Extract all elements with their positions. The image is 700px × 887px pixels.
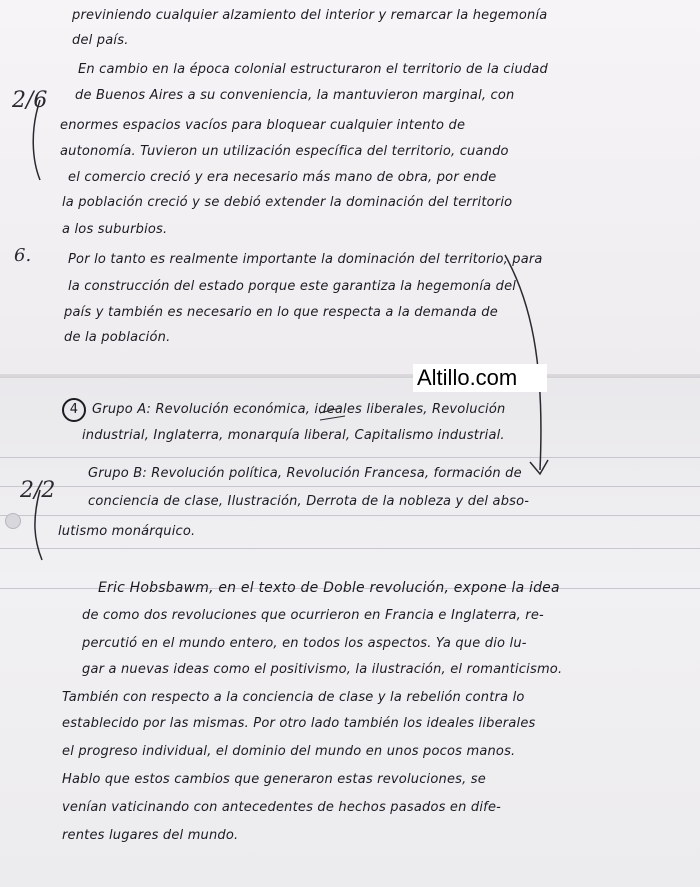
text-line: de la población.: [64, 330, 171, 345]
group-a-text: Grupo A: Revolución económica, ideales liberales, Revolución: [92, 402, 506, 417]
text-line: conciencia de clase, Ilustración, Derrota de la nobleza y del abso-: [88, 494, 530, 509]
text-line: la población creció y se debió extender la dominación del territorio: [62, 195, 513, 210]
text-line: el comercio creció y era necesario más mano de obra, por ende: [68, 170, 497, 185]
text-line: Grupo B: Revolución política, Revolución Francesa, formación de: [88, 466, 522, 481]
underline-mark: [320, 408, 345, 420]
text-line: a los suburbios.: [62, 222, 168, 237]
text-line: del país.: [72, 33, 129, 48]
watermark-label: Altillo.com: [413, 364, 547, 392]
text-line: rentes lugares del mundo.: [62, 828, 239, 843]
text-line: autonomía. Tuvieron un utilización específica del territorio, cuando: [60, 144, 509, 159]
arrow-head: [530, 460, 548, 474]
text-line: el progreso individual, el dominio del mundo en unos pocos manos.: [62, 744, 516, 759]
text-line: de Buenos Aires a su conveniencia, la mantuvieron marginal, con: [75, 88, 515, 103]
grade-mark-top: 2/6: [12, 88, 48, 113]
item-number-6: 6.: [14, 245, 32, 266]
margin-bracket: [35, 490, 42, 560]
text-line: de como dos revoluciones que ocurrieron en Francia e Inglaterra, re-: [82, 608, 544, 623]
text-line: Eric Hobsbawm, en el texto de Doble revolución, expone la idea: [98, 580, 560, 596]
margin-bracket: [33, 100, 40, 180]
text-line: En cambio en la época colonial estructuraron el territorio de la ciudad: [78, 62, 548, 77]
text-line: la construcción del estado porque este garantiza la hegemonía del: [68, 279, 517, 294]
text-line: lutismo monárquico.: [58, 524, 196, 539]
text-line: Por lo tanto es realmente importante la dominación del territorio, para: [68, 252, 543, 267]
text-line: previniendo cualquier alzamiento del interior y remarcar la hegemonía: [72, 8, 548, 23]
correction-arrow: [505, 255, 541, 470]
text-line: gar a nuevas ideas como el positivismo, la ilustración, el romanticismo.: [82, 662, 563, 677]
group-number-circle: 4: [62, 398, 86, 422]
grade-mark-mid: 2/2: [20, 478, 56, 503]
text-line: venían vaticinando con antecedentes de hechos pasados en dife-: [62, 800, 502, 815]
text-line: enormes espacios vacíos para bloquear cualquier intento de: [60, 118, 466, 133]
text-line: país y también es necesario en lo que respecta a la demanda de: [64, 305, 498, 320]
text-line: También con respecto a la conciencia de clase y la rebelión contra lo: [62, 690, 525, 705]
text-line: establecido por las mismas. Por otro lado también los ideales liberales: [62, 716, 536, 731]
text-line: industrial, Inglaterra, monarquía liberal, Capitalismo industrial.: [82, 428, 505, 443]
text-line: percutió en el mundo entero, en todos los aspectos. Ya que dio lu-: [82, 636, 527, 651]
text-line: Hablo que estos cambios que generaron estas revoluciones, se: [62, 772, 486, 787]
